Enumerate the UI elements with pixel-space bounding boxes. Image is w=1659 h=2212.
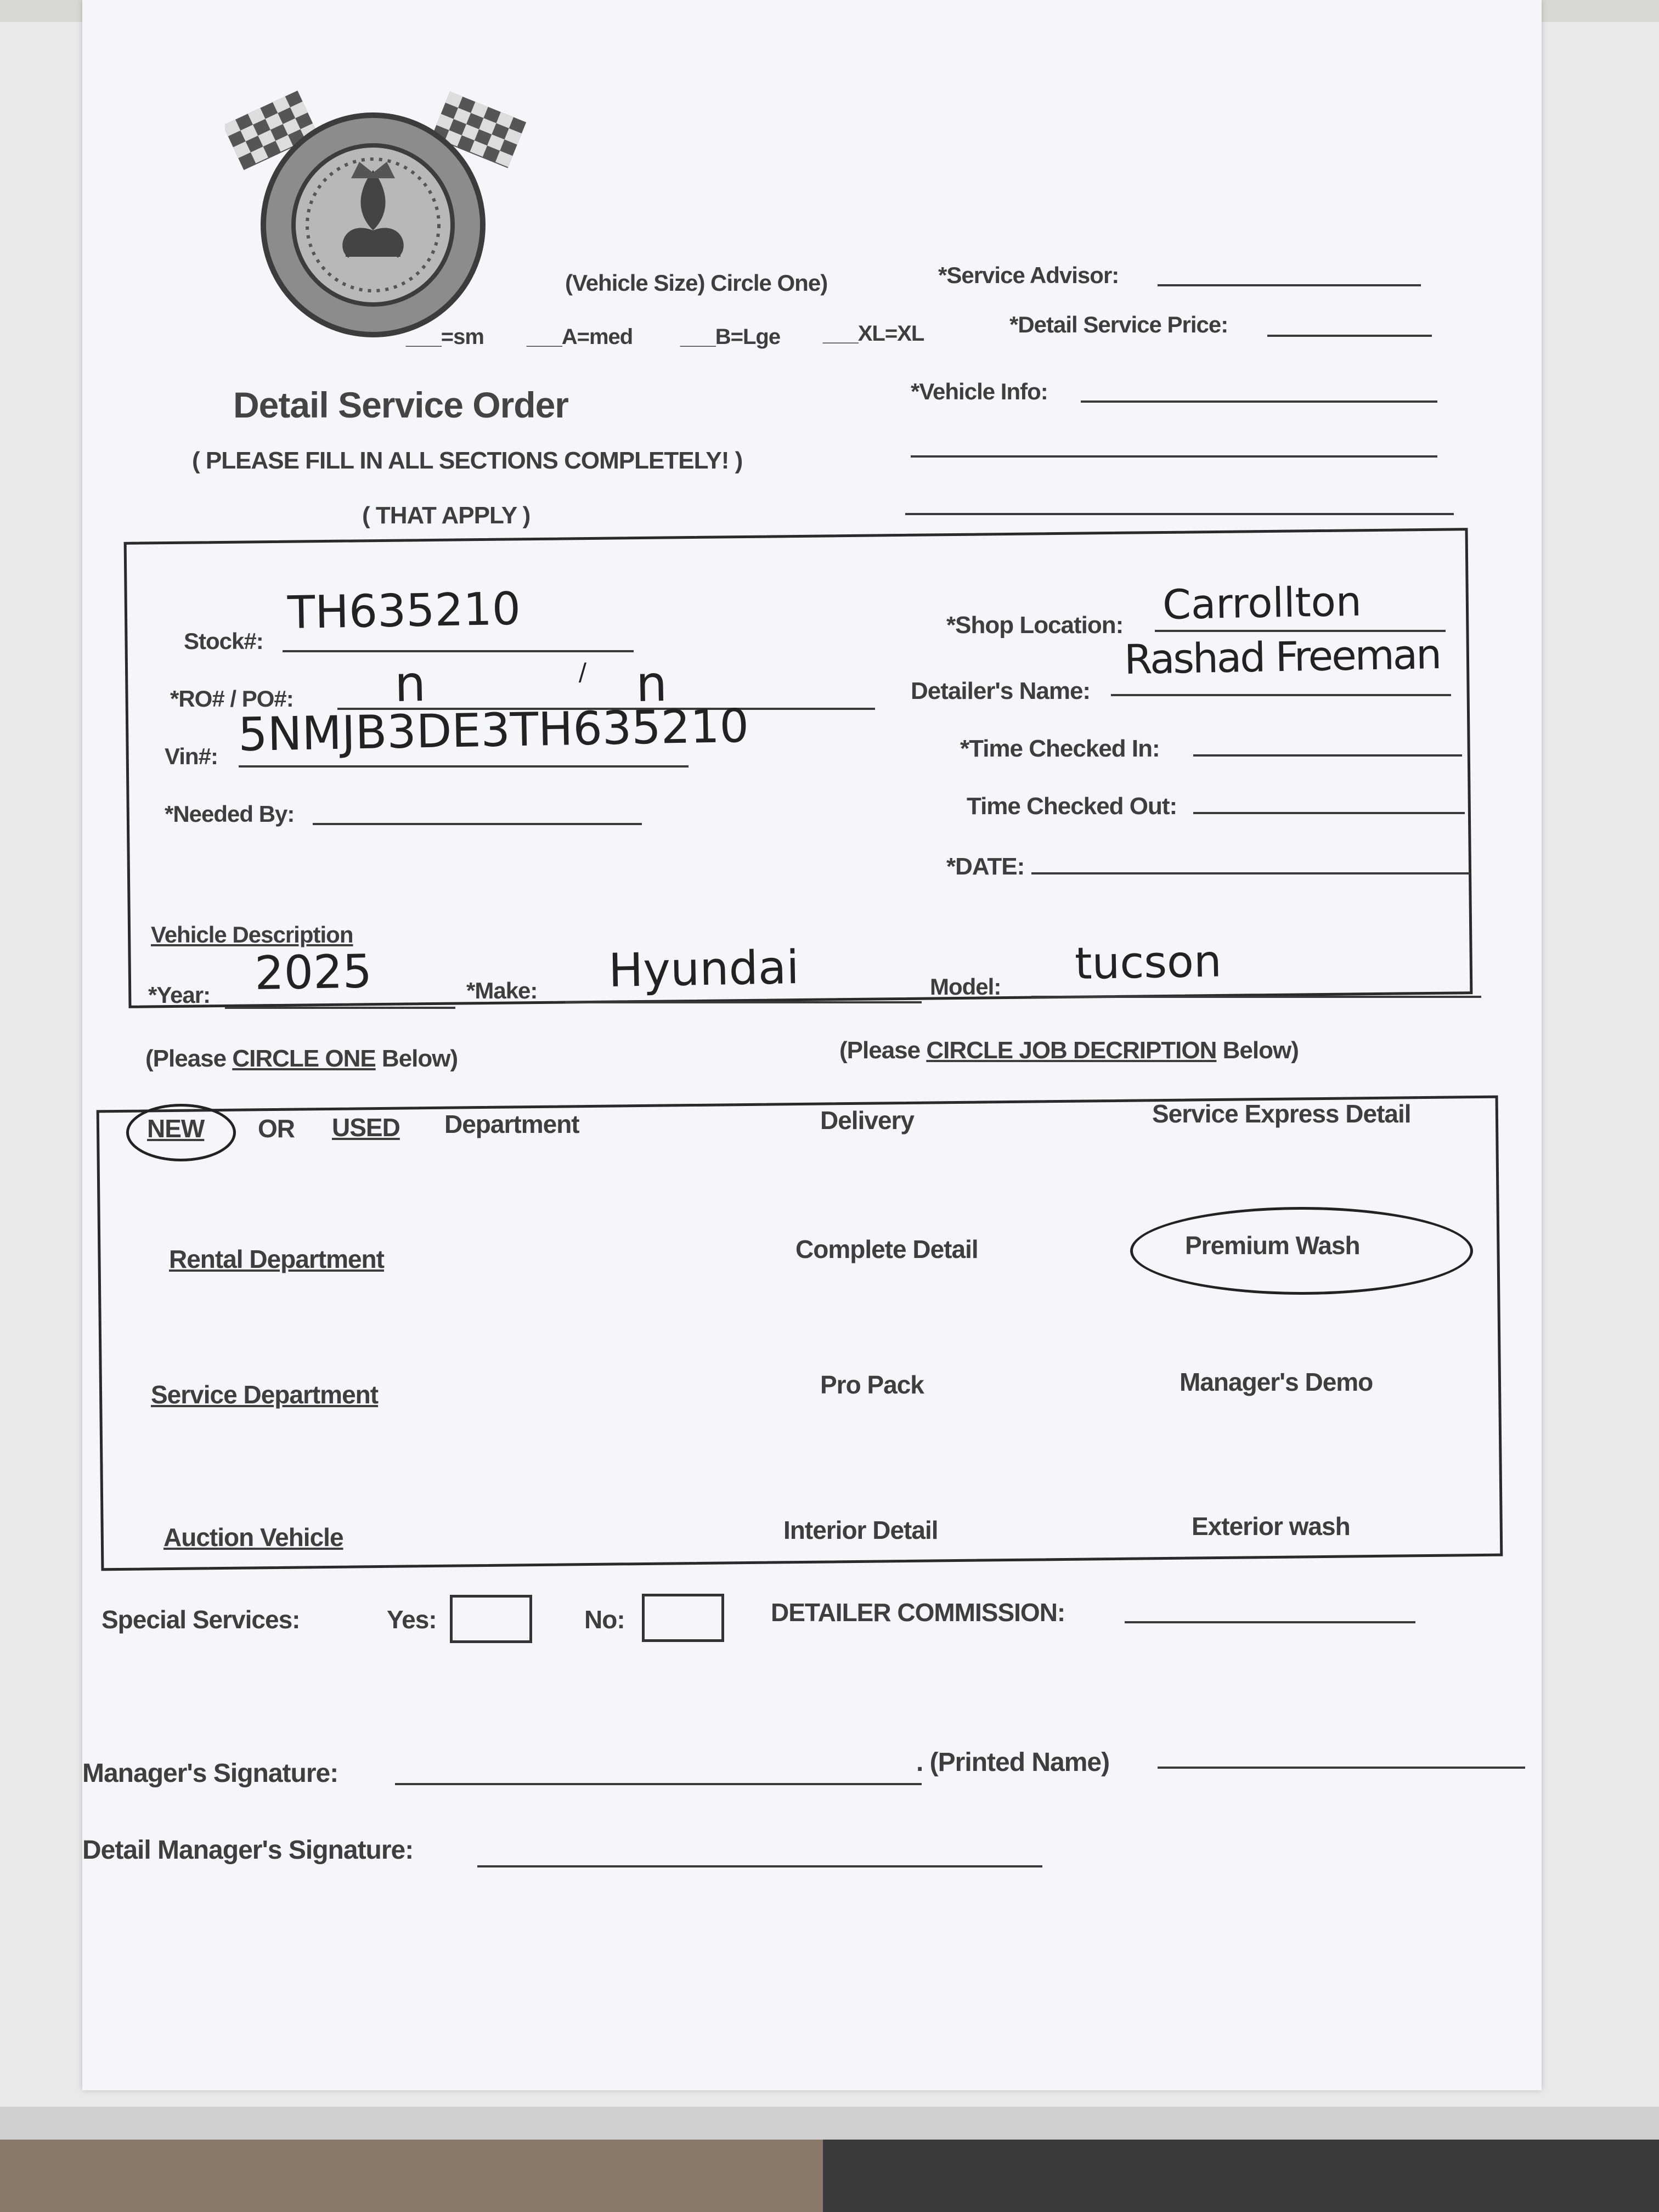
vehicle-info-label: *Vehicle Info: xyxy=(911,379,1048,404)
time-in-label: *Time Checked In: xyxy=(960,735,1160,762)
special-services-label: Special Services: xyxy=(101,1605,300,1634)
commission-line[interactable] xyxy=(1125,1621,1415,1623)
year-value: 2025 xyxy=(254,944,373,1000)
department-heading: (Please CIRCLE ONE Below) xyxy=(145,1045,458,1072)
job-selection-box xyxy=(97,1096,1503,1571)
floor-tile xyxy=(0,2140,823,2212)
date-line[interactable] xyxy=(1031,872,1470,874)
size-option-lge[interactable]: ___B=Lge xyxy=(680,325,781,349)
size-option-sm[interactable]: ___=sm xyxy=(406,325,484,349)
dept-service[interactable]: Service Department xyxy=(151,1380,379,1409)
service-advisor-line[interactable] xyxy=(1158,284,1421,286)
special-services-no-checkbox[interactable] xyxy=(642,1594,724,1642)
printed-name-label: . (Printed Name) xyxy=(916,1748,1110,1777)
needed-by-line[interactable] xyxy=(313,823,642,825)
job-complete-detail[interactable]: Complete Detail xyxy=(795,1235,978,1263)
job-exterior-wash[interactable]: Exterior wash xyxy=(1192,1512,1350,1541)
make-label: *Make: xyxy=(466,978,538,1003)
instruction-fill-all: ( PLEASE FILL IN ALL SECTIONS COMPLETELY! ) xyxy=(192,447,743,474)
detailer-name-value: Rashad Freeman xyxy=(1124,630,1441,684)
job-service-express-detail[interactable]: Service Express Detail xyxy=(1152,1099,1411,1128)
shop-location-label: *Shop Location: xyxy=(946,612,1124,639)
dept-or: OR xyxy=(258,1114,295,1143)
ro-value: n xyxy=(394,655,427,713)
vin-value: 5NMJB3DE3TH635210 xyxy=(238,698,749,761)
size-option-med[interactable]: ___A=med xyxy=(527,325,633,349)
vehicle-info-line-3[interactable] xyxy=(905,513,1454,515)
vehicle-description-label: Vehicle Description xyxy=(151,922,353,947)
stock-label: Stock#: xyxy=(184,628,263,654)
vin-label: Vin#: xyxy=(165,743,218,769)
date-label: *DATE: xyxy=(946,853,1025,880)
time-out-line[interactable] xyxy=(1193,812,1465,814)
model-label: Model: xyxy=(930,974,1001,1000)
size-option-xl[interactable]: ___XL=XL xyxy=(823,321,924,346)
dept-department: Department xyxy=(444,1110,579,1138)
form-title: Detail Service Order xyxy=(233,385,568,425)
seal-logo xyxy=(225,82,532,340)
detail-price-line[interactable] xyxy=(1267,335,1432,337)
manager-signature-label: Manager's Signature: xyxy=(82,1759,338,1788)
time-in-line[interactable] xyxy=(1193,754,1462,757)
printed-name-line[interactable] xyxy=(1158,1767,1525,1769)
stock-value: TH635210 xyxy=(287,583,521,639)
detail-manager-signature-line[interactable] xyxy=(477,1865,1042,1867)
job-managers-demo[interactable]: Manager's Demo xyxy=(1180,1368,1373,1396)
time-out-label: Time Checked Out: xyxy=(967,793,1177,820)
needed-by-label: *Needed By: xyxy=(165,801,295,827)
make-line[interactable] xyxy=(565,1001,922,1003)
sleeve-edge xyxy=(0,2107,1659,2140)
year-label: *Year: xyxy=(148,982,211,1008)
dept-new[interactable]: NEW xyxy=(147,1114,205,1143)
yes-label: Yes: xyxy=(387,1605,437,1634)
model-value: tucson xyxy=(1074,935,1222,989)
detail-price-label: *Detail Service Price: xyxy=(1009,312,1228,337)
service-advisor-label: *Service Advisor: xyxy=(938,262,1119,288)
job-heading: (Please CIRCLE JOB DECRIPTION Below) xyxy=(839,1037,1299,1064)
dept-rental[interactable]: Rental Department xyxy=(169,1245,384,1273)
detailer-name-label: Detailer's Name: xyxy=(911,678,1091,704)
job-interior-detail[interactable]: Interior Detail xyxy=(783,1516,938,1544)
dept-auction[interactable]: Auction Vehicle xyxy=(163,1523,343,1551)
no-label: No: xyxy=(584,1605,625,1634)
commission-label: DETAILER COMMISSION: xyxy=(771,1598,1065,1627)
service-order-sheet: (Vehicle Size) Circle One) ___=sm ___A=med ___B=Lge ___XL=XL *Service Advisor: *Detail Service Price: Detail Service Order *Vehicle Info: ( PLEASE FILL IN ALL SECTIONS COMPLETELY! ) ( THAT APPLY ) Stock#: TH635210 *RO# / PO#: n / n Vin#: 5NMJB3DE3TH635210 *Needed By: *Shop Location: Carrollton Detailer's Name: Rashad Freeman *Time Checked In: Time Checked Out: *DATE: Vehicle Description *Year: 2025 *Make: Hyundai Model: tucson (Please CIRCLE ONE Below) (Please CIRCLE JOB DECRIPTION Below) NEW OR USED Department Delivery Service Express Detail Rental Department Complete Detail Premium Wash Service Department Pro Pack Manager's Demo Auction Vehicle Interior Detail Exterior wash Special Services: Yes: No: DETAILER COMMISSION: Manager's Signature: . (Printed Name) Detail Manager's Signature: xyxy=(82,0,1542,2090)
make-value: Hyundai xyxy=(608,940,800,997)
job-pro-pack[interactable]: Pro Pack xyxy=(820,1370,924,1399)
model-line[interactable] xyxy=(1031,996,1481,998)
vin-line[interactable] xyxy=(239,765,689,768)
detailer-name-line[interactable] xyxy=(1111,694,1451,696)
year-line[interactable] xyxy=(225,1007,455,1009)
manager-signature-line[interactable] xyxy=(395,1783,922,1785)
job-delivery[interactable]: Delivery xyxy=(820,1106,915,1135)
po-value: n xyxy=(635,655,668,713)
ro-po-label: *RO# / PO#: xyxy=(170,686,294,712)
detail-manager-signature-label: Detail Manager's Signature: xyxy=(82,1836,414,1865)
job-premium-wash[interactable]: Premium Wash xyxy=(1185,1231,1360,1260)
stock-line[interactable] xyxy=(283,650,634,652)
vehicle-info-line-2[interactable] xyxy=(911,455,1437,458)
special-services-yes-checkbox[interactable] xyxy=(450,1595,532,1643)
dept-used[interactable]: USED xyxy=(332,1113,400,1142)
shop-location-value: Carrollton xyxy=(1162,578,1362,629)
instruction-that-apply: ( THAT APPLY ) xyxy=(362,502,531,529)
vehicle-size-label: (Vehicle Size) Circle One) xyxy=(565,270,828,296)
vehicle-info-line-1[interactable] xyxy=(1081,400,1437,403)
